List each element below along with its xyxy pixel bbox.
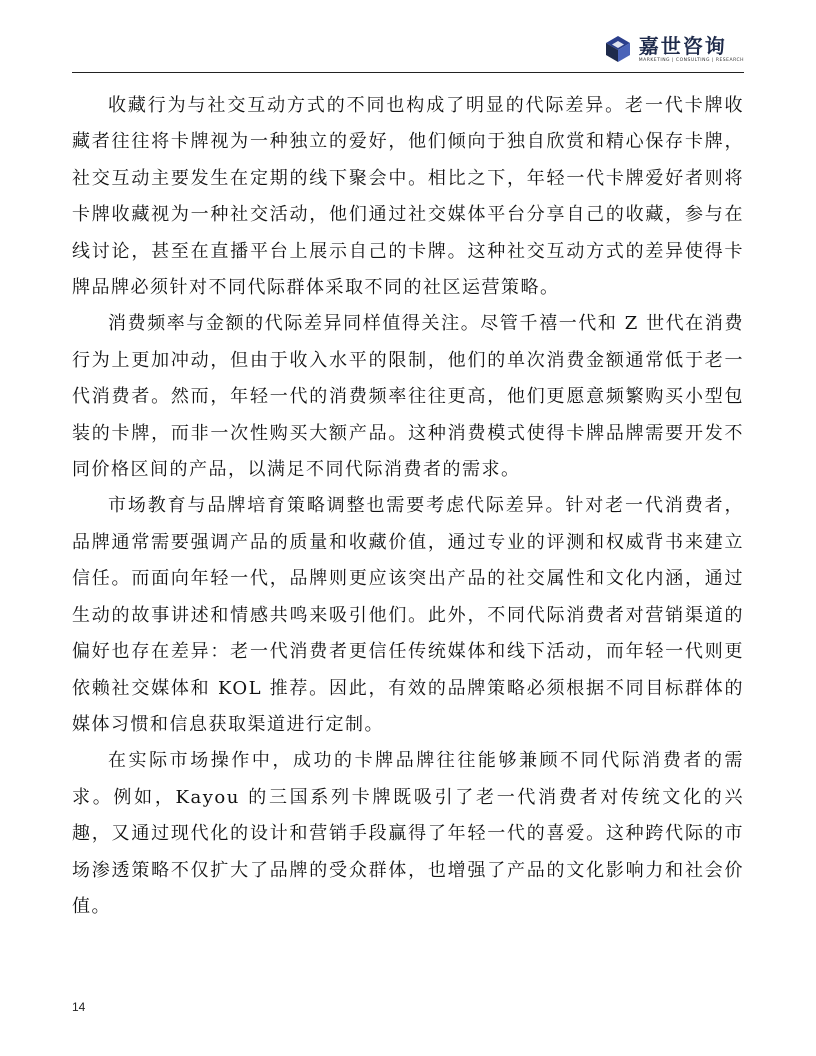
paragraph: 在实际市场操作中，成功的卡牌品牌往往能够兼顾不同代际消费者的需求。例如，Kayou 的三国系列卡牌既吸引了老一代消费者对传统文化的兴趣，又通过现代化的设计和营销手段赢得了年轻一代的喜爱。这种跨代际的市场渗透策略不仅扩大了品牌的受众群体，也增强了产品的文化影响力和社会价值。 [72, 750, 744, 917]
page-header [72, 28, 744, 73]
page-number: 14 [72, 1000, 86, 1014]
body-text [72, 88, 744, 925]
brand-name: 嘉世咨询 [638, 33, 727, 58]
brand-text [639, 35, 744, 64]
paragraph: 收藏行为与社交互动方式的不同也构成了明显的代际差异。老一代卡牌收藏者往往将卡牌视为一种独立的爱好，他们倾向于独自欣赏和精心保存卡牌，社交互动主要发生在定期的线下聚会中。相比之下，年轻一代卡牌爱好者则将卡牌收藏视为一种社交活动，他们通过社交媒体平台分享自己的收藏，参与在线讨论，甚至在直播平台上展示自己的卡牌。这种社交互动方式的差异使得卡牌品牌必须针对不同代际群体采取不同的社区运营策略。 [72, 95, 744, 299]
paragraph: 消费频率与金额的代际差异同样值得关注。尽管千禧一代和 Z 世代在消费行为上更加冲动，但由于收入水平的限制，他们的单次消费金额通常低于老一代消费者。然而，年轻一代的消费频率往往更高，他们更愿意频繁购买小型包装的卡牌，而非一次性购买大额产品。这种消费模式使得卡牌品牌需要开发不同价格区间的产品，以满足不同代际消费者的需求。 [72, 313, 744, 481]
brand-logo [603, 34, 744, 64]
brand-tagline: MARKETING | CONSULTING | RESEARCH [638, 57, 744, 63]
paragraph: 市场教育与品牌培育策略调整也需要考虑代际差异。针对老一代消费者，品牌通常需要强调产品的质量和收藏价值，通过专业的评测和权威背书来建立信任。而面向年轻一代，品牌则更应该突出产品的社交属性和文化内涵，通过生动的故事讲述和情感共鸣来吸引他们。此外，不同代际消费者对营销渠道的偏好也存在差异：老一代消费者更信任传统媒体和线下活动，而年轻一代则更依赖社交媒体和 KOL 推荐。因此，有效的品牌策略必须根据不同目标群体的媒体习惯和信息获取渠道进行定制。 [72, 495, 744, 735]
cube-logo-icon [603, 34, 633, 64]
